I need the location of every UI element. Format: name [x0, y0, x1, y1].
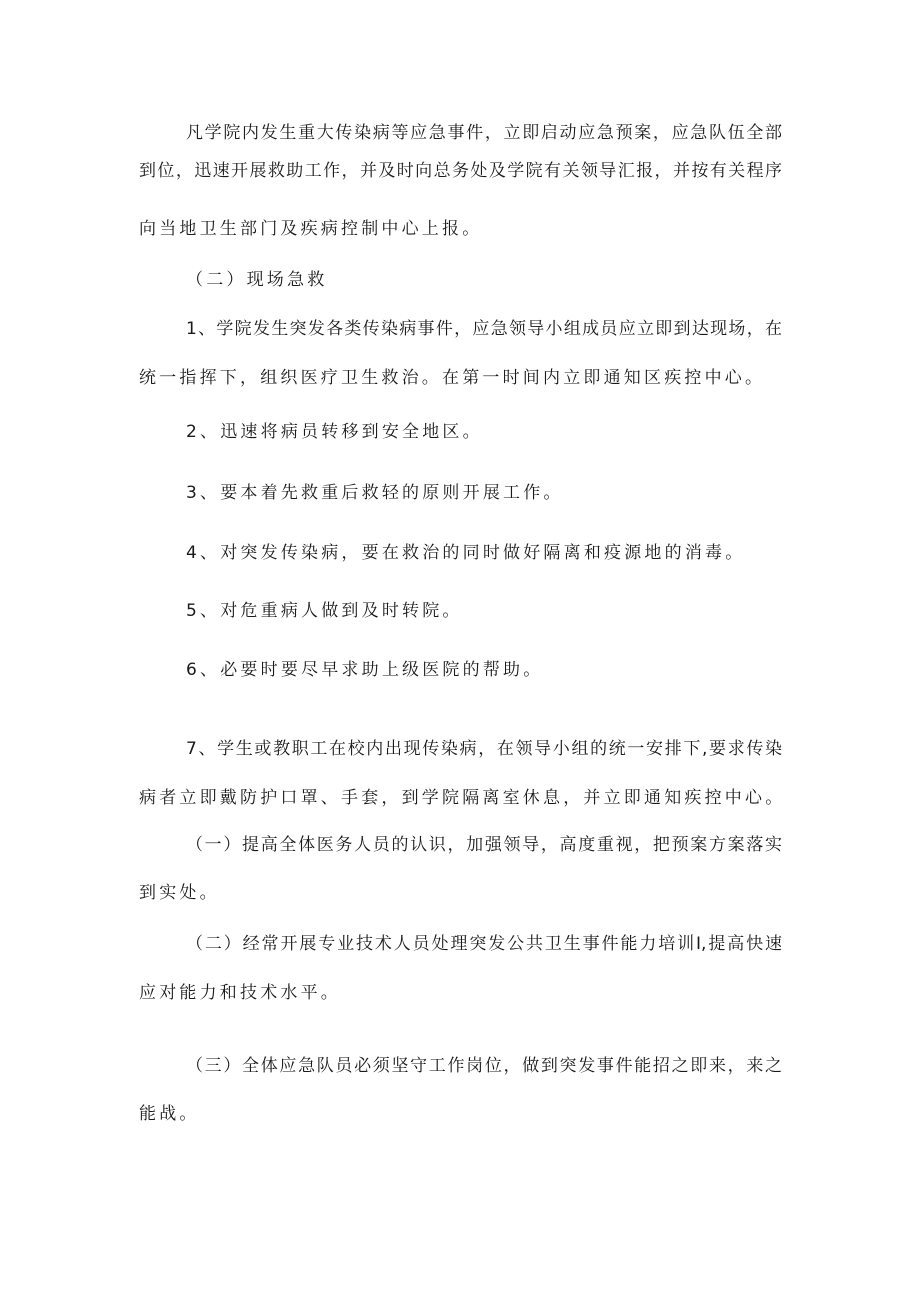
item-7-line-2: 病者立即戴防护口罩、手套，到学院隔离室休息，并立即通知疾控中心。: [139, 788, 786, 808]
item-3: 3、要本着先救重后救轻的原则开展工作。: [186, 483, 564, 503]
item-5: 5、对危重病人做到及时转院。: [186, 601, 463, 621]
measure-1-line-1: （一）提高全体医务人员的认识，加强领导，高度重视，把预案方案落实: [186, 835, 782, 855]
measure-3-line-2: 能战。: [139, 1104, 200, 1124]
item-7-line-1: 7、学生或教职工在校内出现传染病，在领导小组的统一安排下,要求传染: [186, 739, 782, 759]
item-4: 4、对突发传染病，要在救治的同时做好隔离和疫源地的消毒。: [186, 543, 746, 563]
measure-2-line-1: （二）经常开展专业技术人员处理突发公共卫生事件能力培训I,提高快速: [186, 934, 782, 954]
item-6: 6、必要时要尽早求助上级医院的帮助。: [186, 660, 544, 680]
intro-line-1: 凡学院内发生重大传染病等应急事件，立即启动应急预案，应急队伍全部: [186, 123, 782, 143]
item-1-line-2: 统一指挥下，组织医疗卫生救治。在第一时间内立即通知区疾控中心。: [139, 368, 766, 388]
intro-line-3: 向当地卫生部门及疾病控制中心上报。: [139, 219, 483, 239]
section-heading: （二）现场急救: [186, 270, 328, 290]
item-2: 2、迅速将病员转移到安全地区。: [186, 422, 483, 442]
measure-2-line-2: 应对能力和技术水平。: [139, 983, 341, 1003]
measure-3-line-1: （三）全体应急队员必须坚守工作岗位，做到突发事件能招之即来，来之: [186, 1056, 782, 1076]
intro-line-2: 到位，迅速开展救助工作，并及时向总务处及学院有关领导汇报，并按有关程序: [139, 161, 782, 181]
measure-1-line-2: 到实处。: [139, 883, 220, 903]
item-1-line-1: 1、学院发生突发各类传染病事件，应急领导小组成员应立即到达现场，在: [186, 319, 782, 339]
